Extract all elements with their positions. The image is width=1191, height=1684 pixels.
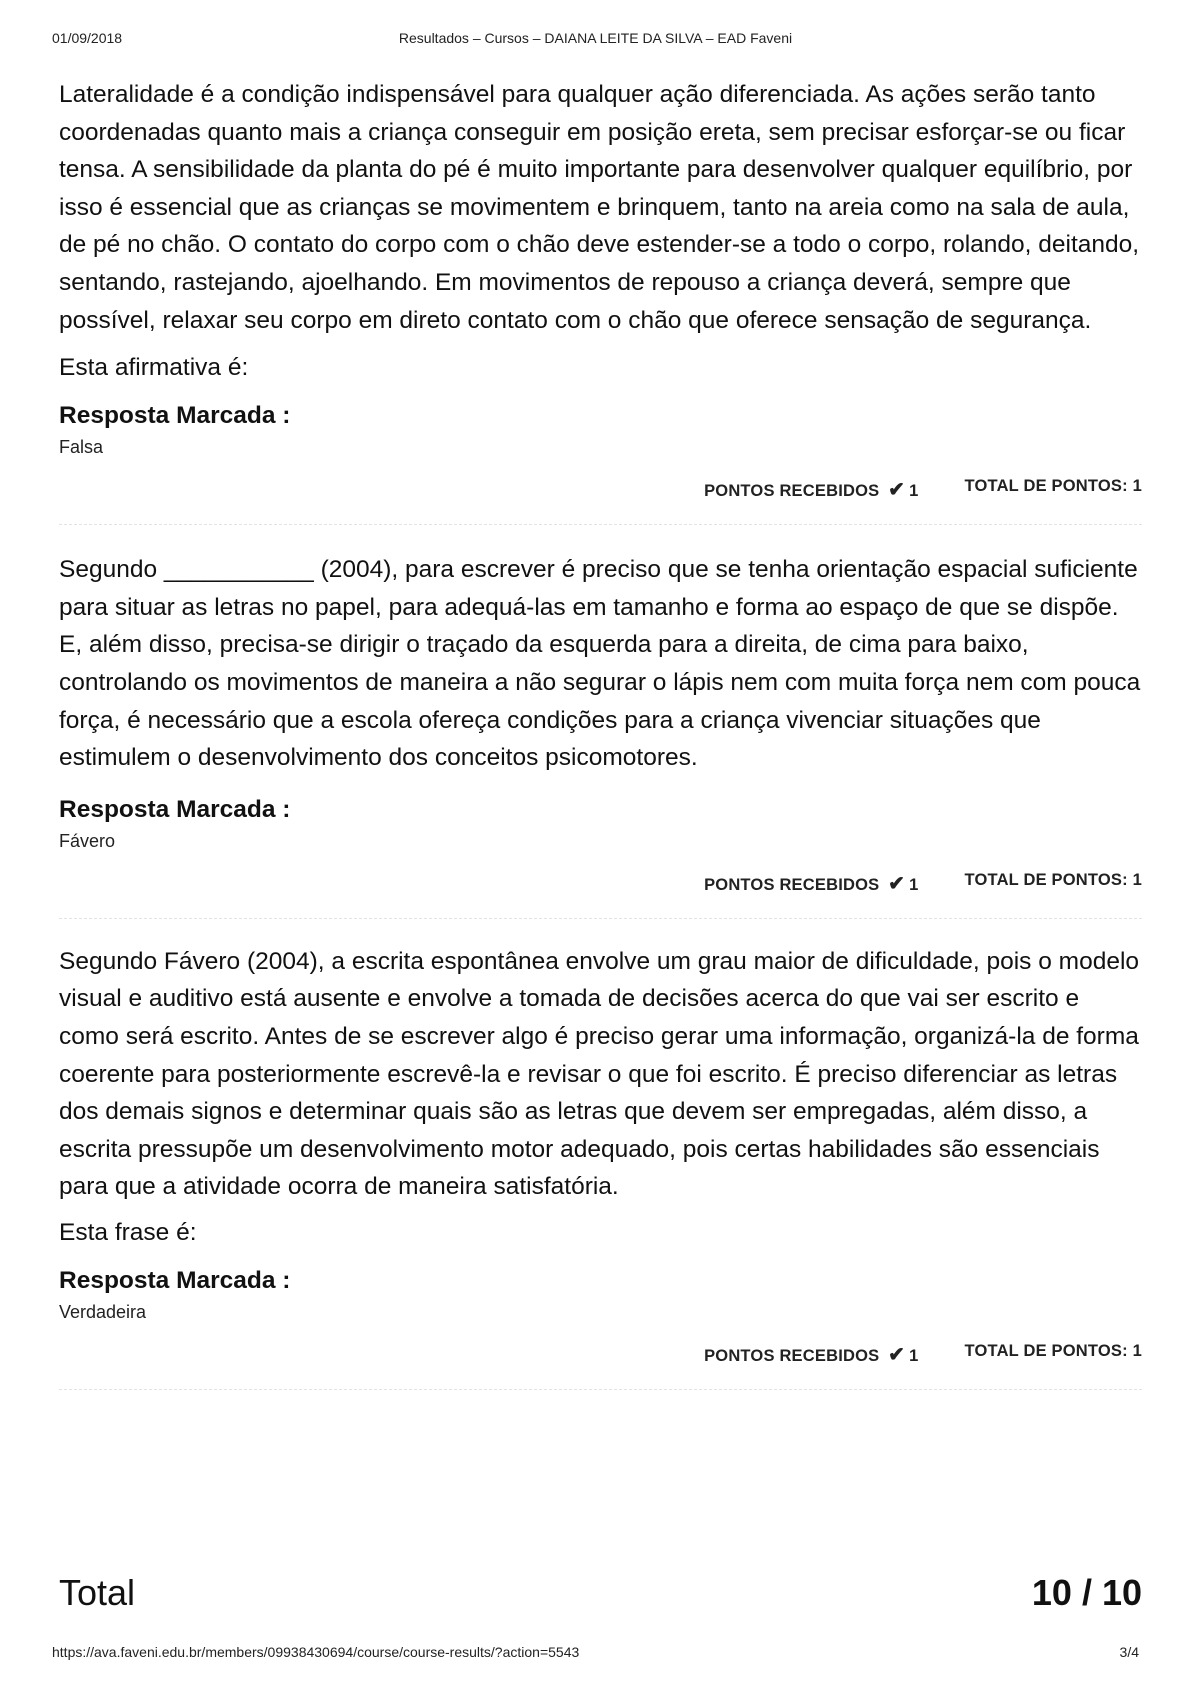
page-number: 3/4: [1119, 1644, 1139, 1660]
document-title: Resultados – Cursos – DAIANA LEITE DA SILVA – EAD Faveni: [398, 30, 793, 46]
marked-answer-label: Resposta Marcada :: [59, 402, 291, 430]
points-received-label: PONTOS RECEBIDOS: [704, 482, 880, 501]
points-received-label: PONTOS RECEBIDOS: [704, 875, 880, 894]
check-icon: ✔: [888, 1343, 906, 1366]
total-row: [59, 1572, 1142, 1622]
points-received: [704, 871, 918, 896]
question-card: [59, 525, 1142, 919]
print-date: 01/09/2018: [52, 30, 123, 46]
points-row: [59, 459, 1142, 524]
total-points: TOTAL DE PONTOS: 1: [964, 477, 1142, 496]
question-text: Segundo ___________ (2004), para escrever é preciso que se tenha orientação espacial suficiente para situar as letras no papel, para adequá-las em tamanho e forma ao espaço de que se dispõe. E, além disso, precisa-se dirigir o traçado da esquerda para a direita, de cima para baixo, controlando os movimentos de maneira a não segurar o lápis nem com muita força nem com pouca força, é necessário que a escola ofereça condições para a criança vivenciar situações que estimulem o desenvolvimento dos conceitos psicomotores.: [59, 556, 1141, 772]
page-url: https://ava.faveni.edu.br/members/09938430694/course/course-results/?action=5543: [52, 1644, 580, 1660]
total-points: TOTAL DE PONTOS: 1: [964, 870, 1142, 889]
question-text: Segundo Fávero (2004), a escrita espontânea envolve um grau maior de dificuldade, pois o modelo visual e auditivo está ausente e envolve a tomada de decisões acerca do que vai ser escrito e como será escrito. Antes de se escrever algo é preciso gerar uma informação, organizá-la de forma coerente para posteriormente escrevê-la e revisar o que foi escrito. É preciso diferenciar as letras dos demais signos e determinar quais são as letras que devem ser empregadas, além disso, a escrita pressupõe um desenvolvimento motor adequado, pois certas habilidades são essenciais para que a atividade ocorra de maneira satisfatória.: [59, 947, 1140, 1201]
marked-answer-label: Resposta Marcada :: [59, 795, 291, 823]
marked-answer-label: Resposta Marcada :: [59, 1266, 291, 1294]
points-received-label: PONTOS RECEBIDOS: [704, 1346, 880, 1365]
total-label: Total: [59, 1572, 136, 1613]
points-received: [704, 477, 918, 502]
points-row: [59, 1324, 1142, 1389]
marked-answer-value: Fávero: [59, 830, 116, 851]
question-prompt: Esta frase é:: [59, 1218, 197, 1246]
question-prompt: Esta afirmativa é:: [59, 354, 249, 382]
check-icon: ✔: [888, 479, 906, 502]
print-footer: [52, 1644, 1139, 1664]
points-received: [704, 1342, 918, 1367]
points-row: [59, 853, 1142, 918]
points-received-value: 1: [909, 1346, 919, 1365]
points-received-value: 1: [909, 875, 919, 894]
question-card: [59, 76, 1142, 525]
marked-answer-value: Falsa: [59, 437, 104, 458]
question-text: Lateralidade é a condição indispensável para qualquer ação diferenciada. As ações serão tanto coordenadas quanto mais a criança conseguir em posição ereta, sem precisar esforçar-se ou ficar tensa. A sensibilidade da planta do pé é muito importante para desenvolver qualquer equilíbrio, por isso é essencial que as crianças se movimentem e brinquem, tanto na areia como na sala de aula, de pé no chão. O contato do corpo com o chão deve estender-se a todo o corpo, rolando, deitando, sentando, rastejando, ajoelhando. Em movimentos de repouso a criança deverá, sempre que possível, relaxar seu corpo em direto contato com o chão que oferece sensação de segurança.: [59, 81, 1140, 334]
question-card: [59, 919, 1142, 1390]
marked-answer-value: Verdadeira: [59, 1301, 147, 1322]
check-icon: ✔: [888, 872, 906, 895]
results-content: [59, 76, 1142, 1390]
total-score: 10 / 10: [1031, 1572, 1142, 1613]
print-header: [52, 30, 1139, 50]
total-points: TOTAL DE PONTOS: 1: [964, 1341, 1142, 1360]
points-received-value: 1: [909, 482, 919, 501]
